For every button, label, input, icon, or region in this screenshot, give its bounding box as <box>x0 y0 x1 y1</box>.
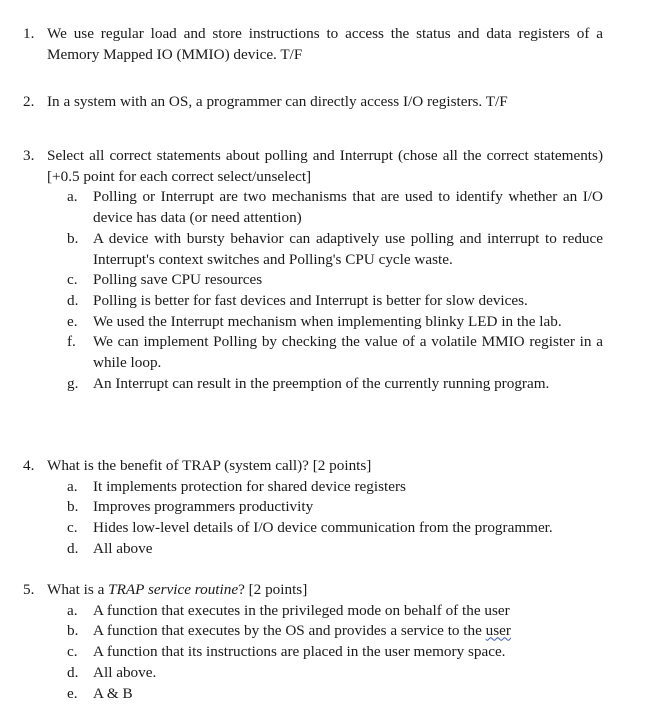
question-number: 5. <box>23 581 35 598</box>
option-item <box>67 291 603 312</box>
option-text: Polling save CPU resources <box>93 271 263 289</box>
option-text: A & B <box>93 684 133 702</box>
option-letter: a. <box>67 188 78 206</box>
option-letter: b. <box>67 498 79 516</box>
option-item <box>67 539 603 560</box>
option-item <box>67 621 603 642</box>
option-letter: d. <box>67 539 79 557</box>
option-letter: c. <box>67 271 78 289</box>
option-text: All above. <box>93 663 157 681</box>
option-item <box>67 374 603 395</box>
option-item <box>67 601 603 622</box>
option-letter: a. <box>67 477 78 495</box>
option-text: We can implement Polling by checking the value of a volatile MMIO register in a while loop. <box>93 333 603 372</box>
option-item <box>67 477 603 498</box>
question-1 <box>23 24 603 65</box>
option-text: A device with bursty behavior can adaptively use polling and interrupt to reduce Interrupt's context switches and Polling's CPU cycle waste. <box>93 229 603 268</box>
option-text: Improves programmers productivity <box>93 498 314 516</box>
option-item <box>67 518 603 539</box>
option-item <box>67 684 603 705</box>
option-item <box>67 332 603 373</box>
question-text: In a system with an OS, a programmer can directly access I/O registers. T/F <box>47 93 508 110</box>
option-letter: b. <box>67 229 79 247</box>
option-item <box>67 663 603 684</box>
option-text: A function that executes in the privileged mode on behalf of the user <box>93 601 510 619</box>
option-text: It implements protection for shared device registers <box>93 477 406 495</box>
question-number: 1. <box>23 25 35 42</box>
option-text: Polling or Interrupt are two mechanisms that are used to identify whether an I/O device has data (or need attention) <box>93 188 603 227</box>
question-4 <box>23 456 603 560</box>
option-text: A function that executes by the OS and provides a service to the <box>93 622 486 640</box>
option-list <box>67 601 603 705</box>
question-text: Select all correct statements about polling and Interrupt (chose all the correct statements) [+0.5 point for each correct select/unselect] <box>47 147 603 185</box>
question-text: What is the benefit of TRAP (system call)? [2 points] <box>47 457 372 474</box>
spellcheck-marked-word: user <box>485 622 511 640</box>
question-text <box>47 580 603 601</box>
option-item <box>67 642 603 663</box>
question-3 <box>23 146 603 394</box>
option-letter: d. <box>67 291 79 309</box>
option-letter: g. <box>67 374 79 392</box>
question-text: We use regular load and store instructions to access the status and data registers of a Memory Mapped IO (MMIO) device. T/F <box>47 25 603 63</box>
option-item <box>67 270 603 291</box>
option-letter: e. <box>67 684 78 702</box>
option-text: Polling is better for fast devices and Interrupt is better for slow devices. <box>93 291 528 309</box>
question-text-prefix: What is a <box>47 581 109 598</box>
option-item <box>67 497 603 518</box>
option-list <box>67 187 603 394</box>
option-letter: c. <box>67 643 78 661</box>
option-text: An Interrupt can result in the preemption of the currently running program. <box>93 374 550 392</box>
option-letter: d. <box>67 663 79 681</box>
option-item <box>67 312 603 333</box>
option-item <box>67 229 603 270</box>
option-text: A function that its instructions are placed in the user memory space. <box>93 643 506 661</box>
option-letter: e. <box>67 312 78 330</box>
option-letter: b. <box>67 622 79 640</box>
question-text-emphasis: TRAP service routine <box>108 581 239 598</box>
option-text: We used the Interrupt mechanism when implementing blinky LED in the lab. <box>93 312 562 330</box>
question-number: 2. <box>23 93 35 110</box>
option-text: All above <box>93 539 153 557</box>
option-letter: a. <box>67 601 78 619</box>
question-text-suffix: ? [2 points] <box>238 581 308 598</box>
option-letter: f. <box>67 333 76 351</box>
question-2 <box>23 92 603 113</box>
option-text: Hides low-level details of I/O device communication from the programmer. <box>93 519 553 537</box>
option-letter: c. <box>67 519 78 537</box>
option-item <box>67 187 603 228</box>
question-number: 3. <box>23 147 35 164</box>
question-5 <box>23 580 603 704</box>
option-list <box>67 477 603 560</box>
question-number: 4. <box>23 457 35 474</box>
